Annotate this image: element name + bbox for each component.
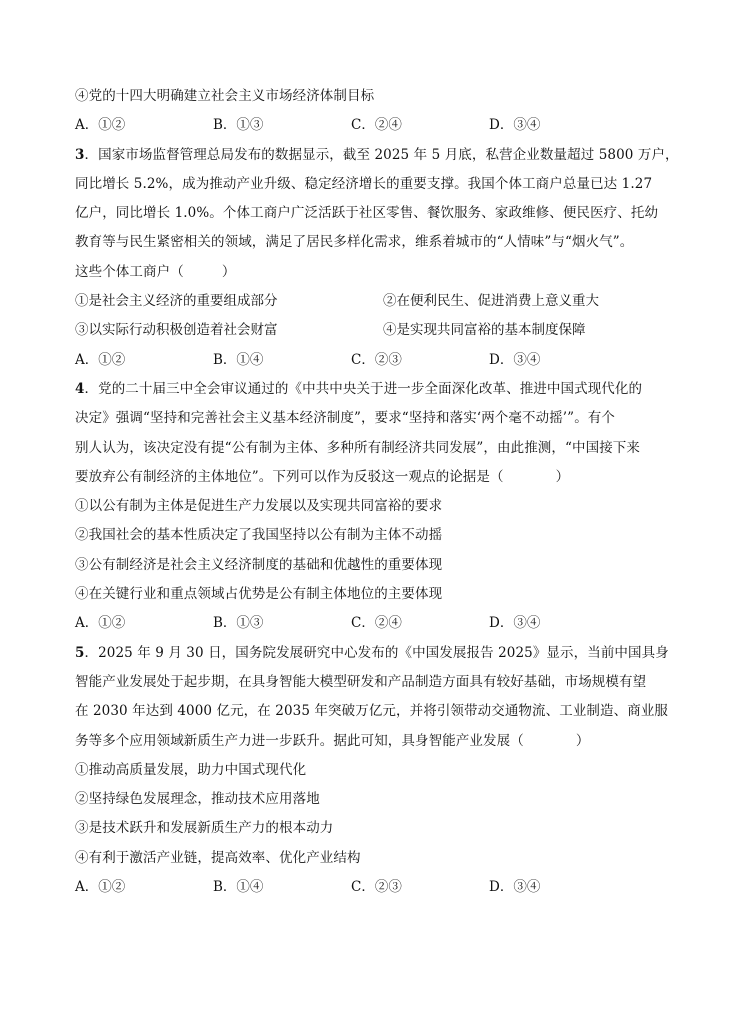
q3-stem-line-1: 3．国家市场监督管理总局发布的数据显示，截至 2025 年 5 月底，私营企业数量超过 5800 万户， [75, 146, 679, 163]
q5-option-a[interactable]: A．①② [75, 879, 126, 896]
q4-option-b[interactable]: B．①③ [213, 615, 264, 632]
q3-number: 3 [75, 146, 85, 163]
q5-stem-end: 务等多个应用领域新质生产力进一步跃升。据此可知，具身智能产业发展（ ） [75, 732, 590, 749]
exam-page [75, 82, 679, 902]
q2-option-c[interactable]: C．②④ [351, 117, 402, 134]
q3-option-c[interactable]: C．②③ [351, 351, 402, 368]
q3-stem-end: 这些个体工商户（ ） [75, 263, 236, 280]
q5-item-4: ④有利于激活产业链，提高效率、优化产业结构 [75, 849, 361, 866]
q2-item-4: ④党的十四大明确建立社会主义市场经济体制目标 [75, 88, 375, 104]
q4-option-a[interactable]: A．①② [75, 615, 126, 632]
q3-option-a[interactable]: A．①② [75, 351, 126, 368]
q5-item-1: ①推动高质量发展，助力中国式现代化 [75, 761, 307, 778]
q2-options [75, 111, 675, 140]
q3-item-2: ②在便利民生、促进消费上意义重大 [383, 293, 599, 310]
q2-option-a[interactable]: A．①② [75, 117, 126, 134]
q5-options [75, 873, 675, 902]
q3-stem-line-2: 同比增长 5.2%，成为推动产业升级、稳定经济增长的重要支撑。我国个体工商户总量已达 1.27 [75, 175, 653, 192]
q4-stem-line-2: 决定》强调“坚持和完善社会主义基本经济制度”，要求“坚持和落实‘两个毫不动摇’”。有个 [75, 410, 615, 427]
q2-option-b[interactable]: B．①③ [213, 117, 264, 134]
q3-items-row-1 [75, 287, 675, 316]
q5-stem-line-3: 在 2030 年达到 4000 亿元，在 2035 年突破万亿元，并将引领带动交通物流、工业制造、商业服 [75, 703, 669, 720]
q5-option-c[interactable]: C．②③ [351, 879, 402, 896]
q4-item-3: ③公有制经济是社会主义经济制度的基础和优越性的重要体现 [75, 556, 443, 573]
q3-item-4: ④是实现共同富裕的基本制度保障 [383, 322, 586, 339]
q5-stem-line-2: 智能产业发展处于起步期，在具身智能大模型研发和产品制造方面具有较好基础，市场规模有望 [75, 673, 647, 690]
q4-item-4: ④在关键行业和重点领域占优势是公有制主体地位的主要体现 [75, 586, 443, 603]
q4-stem-line-3: 别人认为，该决定没有提“公有制为主体、多种所有制经济共同发展”，由此推测，“中国接下来 [75, 439, 641, 456]
q2-option-d[interactable]: D．③④ [489, 117, 541, 134]
q5-number: 5 [75, 644, 85, 661]
q3-stem-line-3: 亿户，同比增长 1.0%。个体工商户广泛活跃于社区零售、餐饮服务、家政维修、便民医疗、托幼 [75, 205, 659, 222]
q4-item-1: ①以公有制为主体是促进生产力发展以及实现共同富裕的要求 [75, 498, 443, 515]
q3-item-3: ③以实际行动积极创造着社会财富 [75, 322, 278, 339]
q3-option-d[interactable]: D．③④ [489, 351, 541, 368]
q3-stem-line-4: 教育等与民生紧密相关的领域，满足了居民多样化需求，维系着城市的“人情味”与“烟火气”。 [75, 234, 634, 251]
q4-options [75, 609, 675, 638]
q3-item-1: ①是社会主义经济的重要组成部分 [75, 293, 278, 310]
q4-option-d[interactable]: D．③④ [489, 615, 541, 632]
q5-stem-line-1: 5．2025 年 9 月 30 日，国务院发展研究中心发布的《中国发展报告 2025》显示，当前中国具身 [75, 644, 669, 661]
q5-option-b[interactable]: B．①④ [213, 879, 264, 896]
q3-option-b[interactable]: B．①④ [213, 351, 264, 368]
q4-item-2: ②我国社会的基本性质决定了我国坚持以公有制为主体不动摇 [75, 527, 443, 544]
q5-item-2: ②坚持绿色发展理念，推动技术应用落地 [75, 791, 320, 808]
q4-stem-end: 要放弃公有制经济的主体地位”。下列可以作为反驳这一观点的论据是（ ） [75, 468, 570, 485]
q5-option-d[interactable]: D．③④ [489, 879, 541, 896]
q5-item-3: ③是技术跃升和发展新质生产力的根本动力 [75, 820, 334, 837]
q3-items-row-2 [75, 316, 675, 345]
q4-stem-line-1: 4．党的二十届三中全会审议通过的《中共中央关于进一步全面深化改革、推进中国式现代化的 [75, 380, 643, 397]
q4-option-c[interactable]: C．②④ [351, 615, 402, 632]
q4-number: 4 [75, 380, 85, 397]
q3-options [75, 346, 675, 375]
